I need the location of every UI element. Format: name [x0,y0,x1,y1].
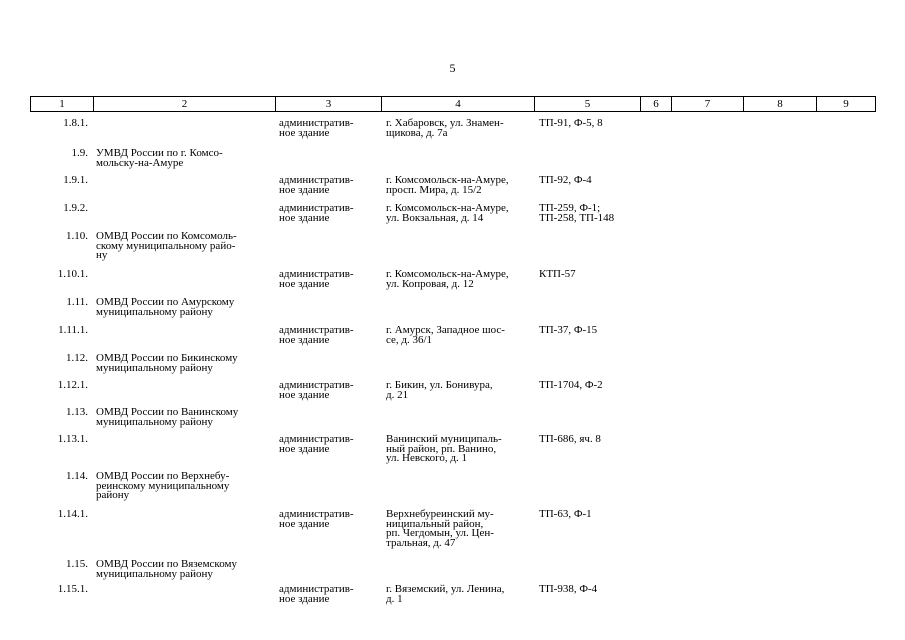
cell-num: 1.11. [66,296,88,308]
cell-name: ОМВД России по Ванинскому муниципальному району [96,406,239,428]
cell-type: административ- ное здание [279,268,354,290]
cell-num: 1.10.1. [57,268,88,280]
header-col-6: 6 [640,97,671,111]
cell-num: 1.8.1. [63,117,88,129]
cell-num: 1.11.1. [58,324,88,336]
header-col-7: 7 [671,97,743,111]
cell-tp: ТП-91, Ф-5, 8 [539,117,603,129]
cell-addr: г. Амурск, Западное шос- се, д. 36/1 [386,324,505,346]
cell-tp: ТП-37, Ф-15 [539,324,598,336]
cell-addr: г. Комсомольск-на-Амуре, просп. Мира, д. 15/2 [386,174,509,196]
cell-type: административ- ное здание [279,583,354,605]
cell-num: 1.10. [66,230,88,242]
cell-tp: КТП-57 [539,268,576,280]
cell-addr: Верхнебуреинский му- ниципальный район, рп. Чегдомын, ул. Цен- тральная, д. 47 [386,508,494,549]
cell-name: ОМВД России по Амурскому муниципальному району [96,296,235,318]
cell-type: административ- ное здание [279,202,354,224]
page-number: 5 [449,61,456,75]
cell-addr: г. Комсомольск-на-Амуре, ул. Вокзальная, д. 14 [386,202,509,224]
cell-type: административ- ное здание [279,174,354,196]
header-col-4: 4 [381,97,534,111]
header-col-9: 9 [816,97,875,111]
header-col-8: 8 [743,97,816,111]
cell-num: 1.13. [66,406,88,418]
cell-num: 1.15.1. [57,583,88,595]
header-col-5: 5 [534,97,640,111]
cell-num: 1.9. [71,147,88,159]
cell-num: 1.14. [66,470,88,482]
cell-addr: Ванинский муниципаль- ный район, рп. Ванино, ул. Невского, д. 1 [386,433,502,464]
cell-type: административ- ное здание [279,508,354,530]
cell-name: УМВД России по г. Комсо- мольску-на-Амуре [96,147,223,169]
cell-name: ОМВД России по Вяземскому муниципальному району [96,558,237,580]
cell-addr: г. Хабаровск, ул. Знамен- щикова, д. 7а [386,117,504,139]
cell-num: 1.12.1. [57,379,88,391]
cell-type: административ- ное здание [279,379,354,401]
cell-type: административ- ное здание [279,324,354,346]
cell-tp: ТП-1704, Ф-2 [539,379,603,391]
cell-tp: ТП-938, Ф-4 [539,583,598,595]
header-col-3: 3 [275,97,381,111]
header-col-1: 1 [59,98,65,110]
cell-addr: г. Вяземский, ул. Ленина, д. 1 [386,583,505,605]
cell-tp: ТП-92, Ф-4 [539,174,592,186]
cell-addr: г. Бикин, ул. Бонивура, д. 21 [386,379,493,401]
cell-num: 1.12. [66,352,88,364]
header-col-2: 2 [93,97,275,111]
cell-name: ОМВД России по Комсомоль- скому муниципальному райо- ну [96,230,237,261]
cell-name: ОМВД России по Бикинскому муниципальному району [96,352,238,374]
cell-num: 1.15. [66,558,88,570]
cell-addr: г. Комсомольск-на-Амуре, ул. Копровая, д. 12 [386,268,509,290]
table-header [30,96,876,112]
cell-num: 1.14.1. [57,508,88,520]
cell-tp: ТП-259, Ф-1; ТП-258, ТП-148 [539,202,615,224]
cell-num: 1.9.1. [63,174,88,186]
cell-tp: ТП-63, Ф-1 [539,508,592,520]
cell-type: административ- ное здание [279,433,354,455]
cell-name: ОМВД России по Верхнебу- реинскому муниципальному району [96,470,230,501]
cell-tp: ТП-686, яч. 8 [539,433,601,445]
cell-num: 1.9.2. [63,202,88,214]
cell-type: административ- ное здание [279,117,354,139]
cell-num: 1.13.1. [57,433,88,445]
